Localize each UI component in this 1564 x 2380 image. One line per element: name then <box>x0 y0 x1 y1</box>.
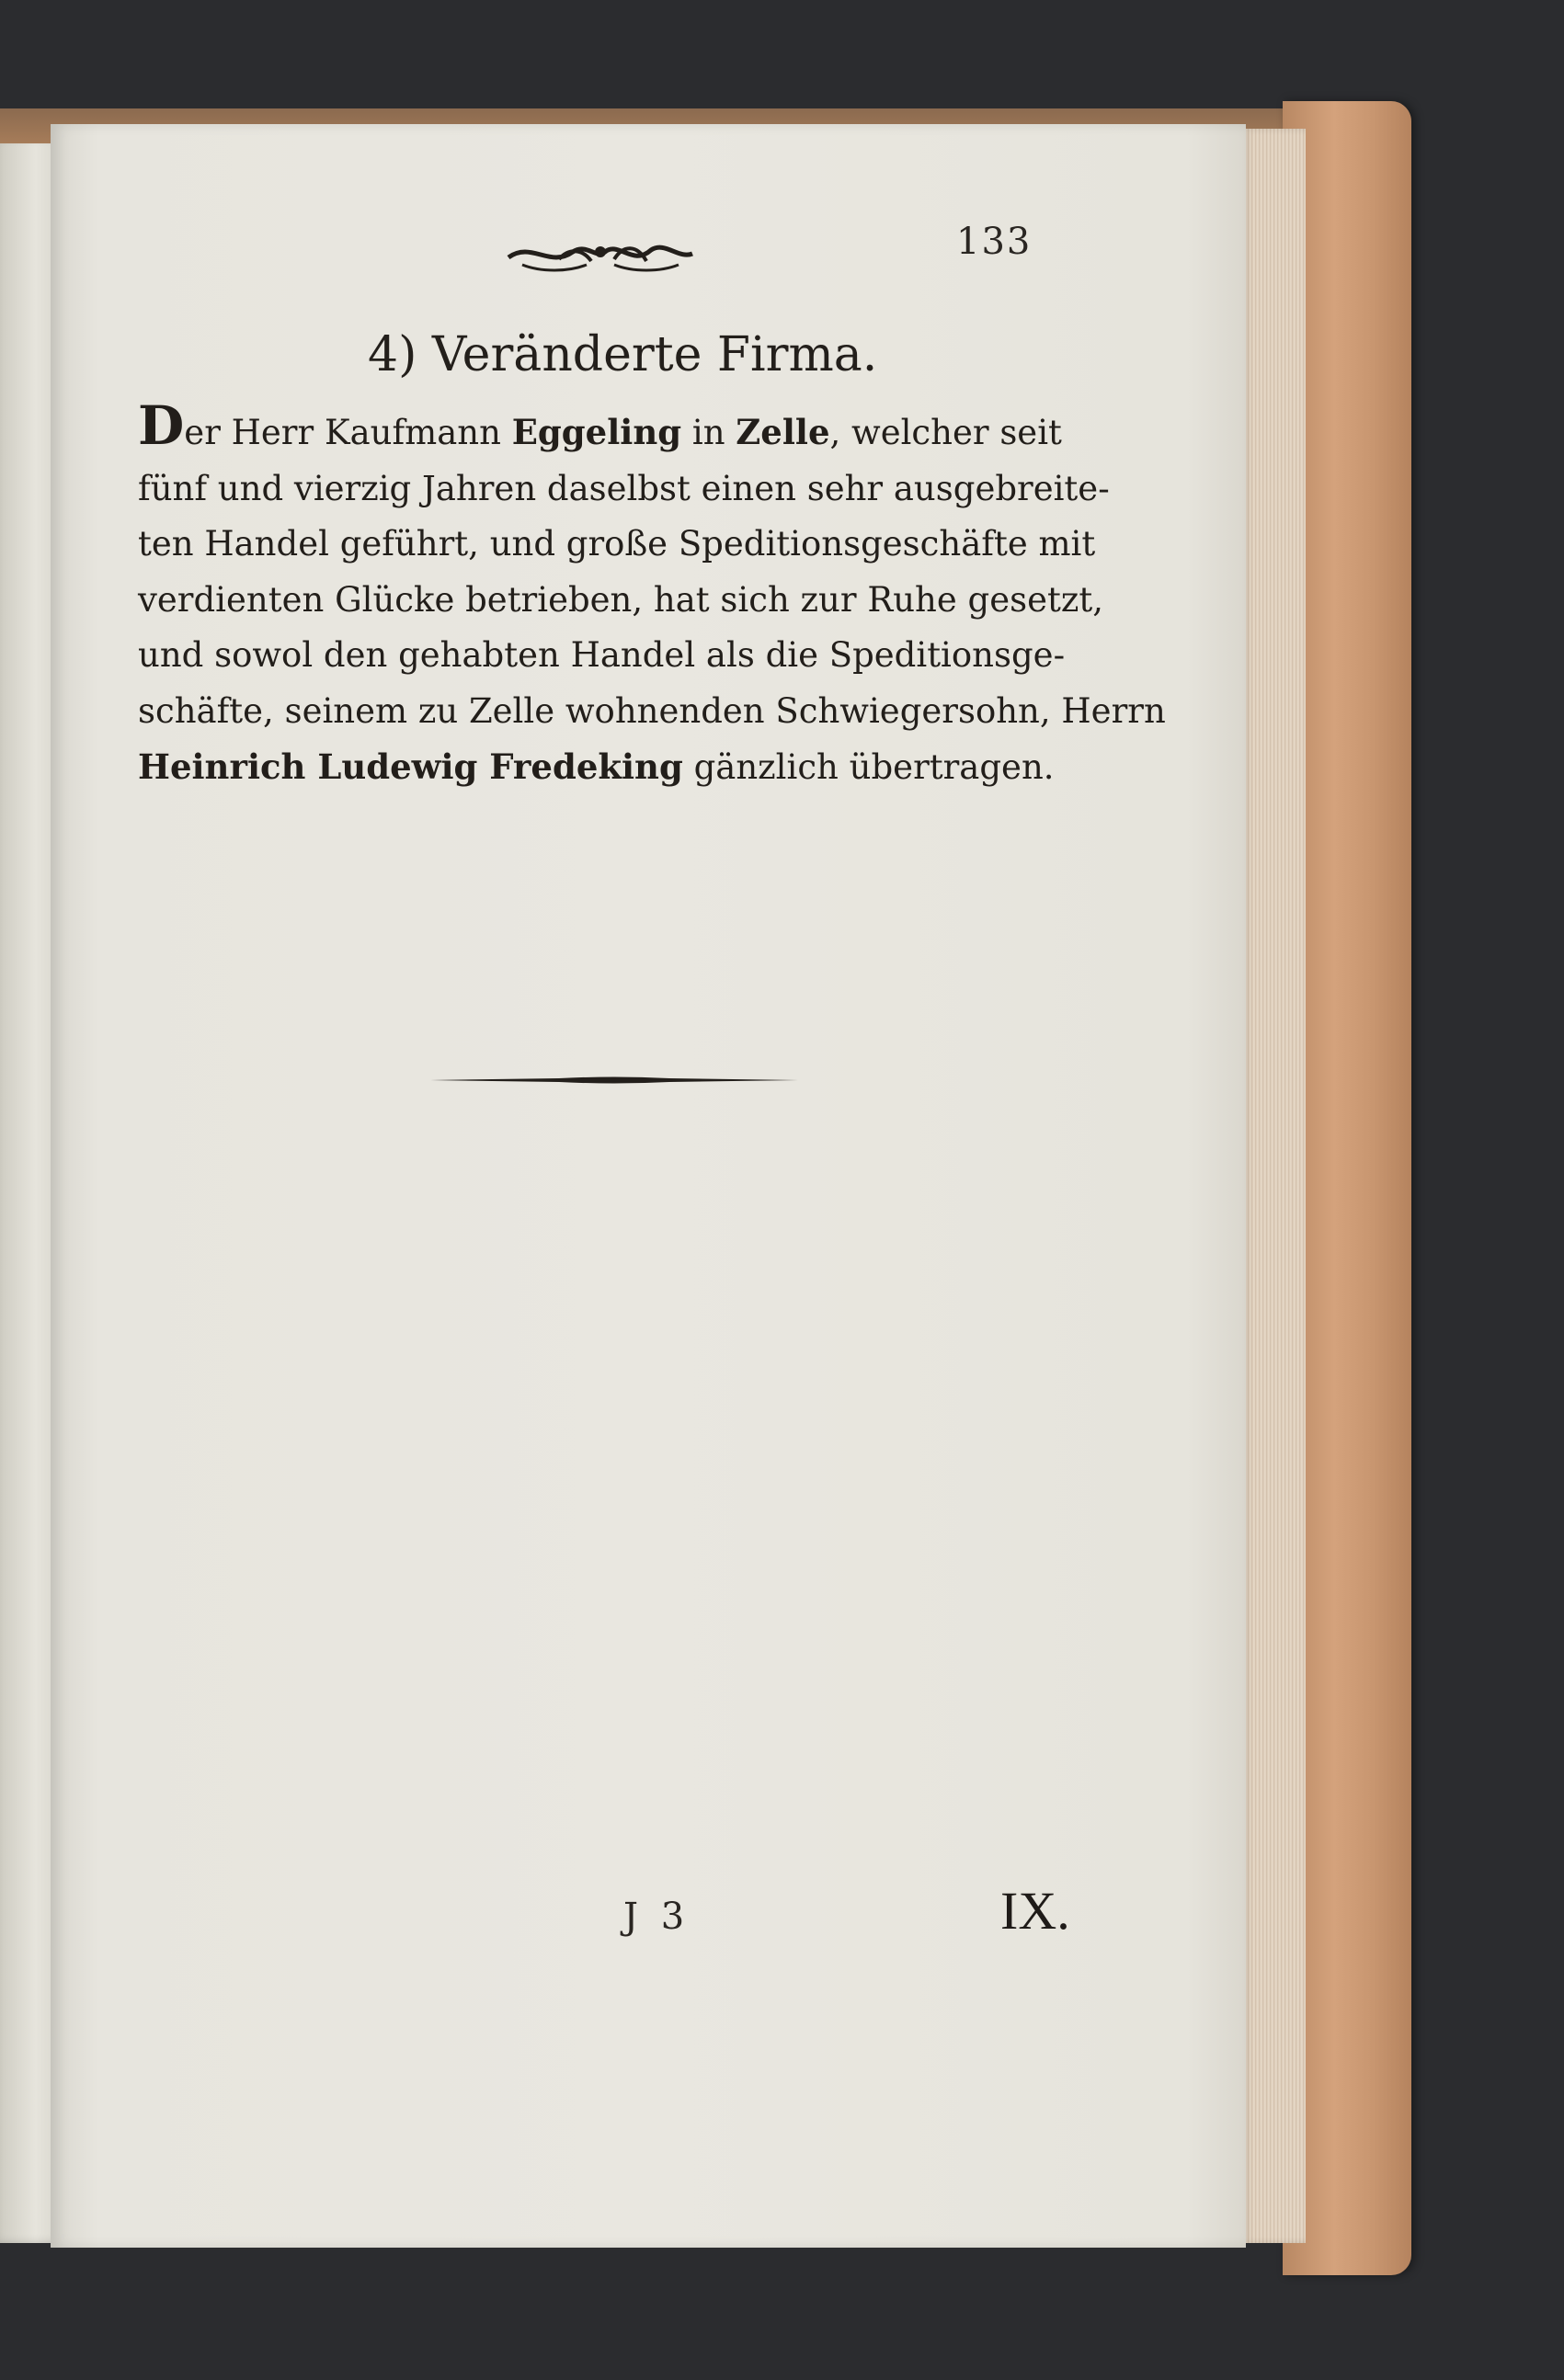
body-text-segment: , welcher seit <box>829 413 1062 452</box>
name-eggeling: Eggeling <box>511 412 682 452</box>
body-line-1 <box>138 394 1062 461</box>
signature-mark: J 3 <box>623 1896 691 1938</box>
page-number: 133 <box>956 221 1033 263</box>
body-line-6: schäfte, seinem zu Zelle wohnenden Schwiegersohn, Herrn <box>138 690 1166 731</box>
body-text-segment: gänzlich übertragen. <box>682 747 1055 787</box>
name-fredeking: Heinrich Ludewig Fredeking <box>138 746 683 787</box>
body-line-5: und sowol den gehabten Handel als die Speditionsge- <box>138 635 1066 675</box>
drop-initial: D <box>138 394 185 457</box>
body-line-3: ten Handel geführt, und große Speditionsgeschäfte mit <box>138 524 1096 564</box>
body-line-7 <box>138 739 1055 796</box>
section-divider <box>430 1074 798 1087</box>
section-heading: 4) Veränderte Firma. <box>368 327 878 382</box>
body-text-segment: in <box>681 413 736 452</box>
body-line-2: fünf und vierzig Jahren daselbst einen sehr ausgebreite- <box>138 468 1110 508</box>
body-line-4: verdienten Glücke betrieben, hat sich zur Ruhe gesetzt, <box>138 579 1103 620</box>
ornament-icon <box>504 232 697 278</box>
catchword: IX. <box>1000 1881 1070 1941</box>
body-text-segment: er Herr Kaufmann <box>184 413 512 452</box>
place-zelle: Zelle <box>736 412 830 452</box>
body-paragraph <box>138 394 1166 796</box>
page-edges <box>1241 129 1306 2243</box>
